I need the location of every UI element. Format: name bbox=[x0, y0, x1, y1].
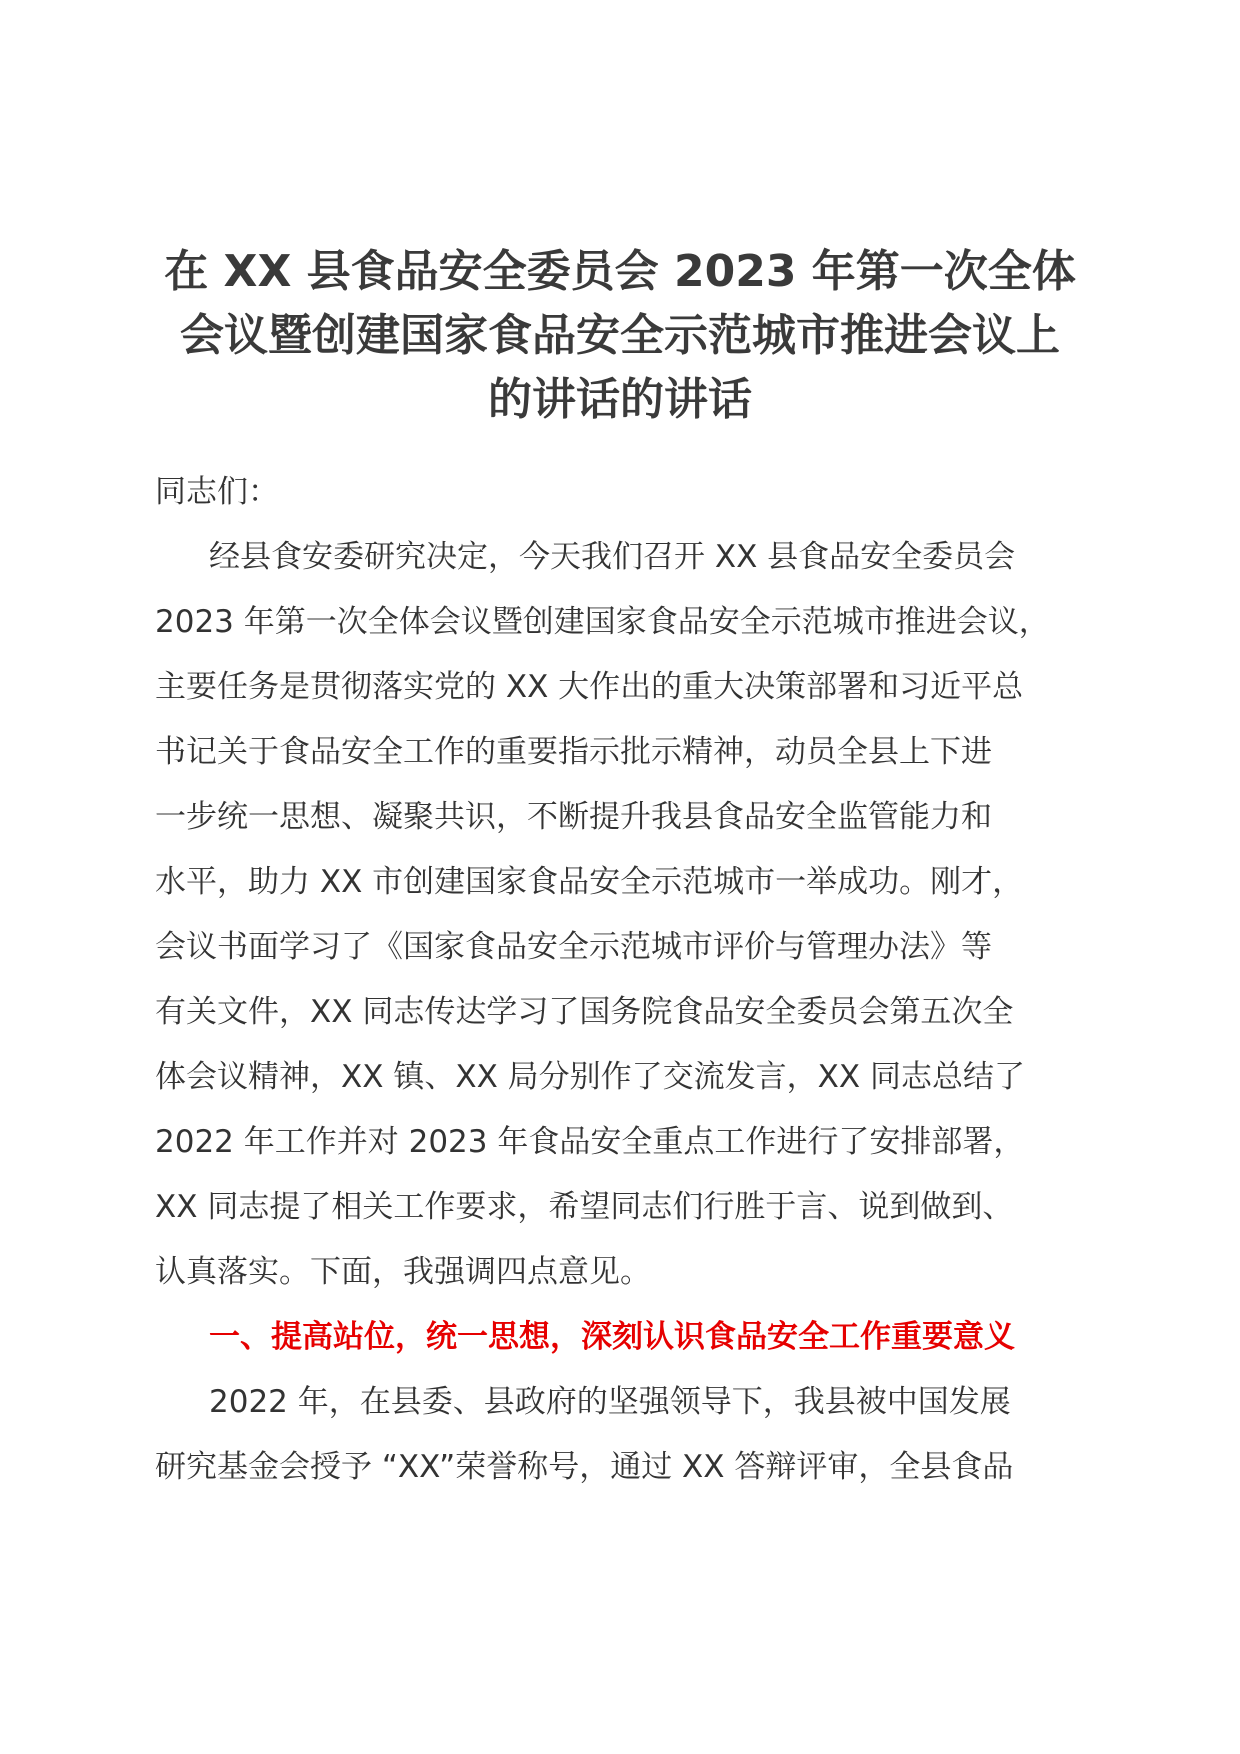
salutation: 同志们： bbox=[155, 474, 279, 510]
paragraph-line: 2022 年，在县委、县政府的坚强领导下，我县被中国发展 bbox=[209, 1384, 1011, 1420]
paragraph-line: 研究基金会授予 “XX”荣誉称号，通过 XX 答辩评审，全县食品 bbox=[155, 1449, 1014, 1485]
paragraph-line: 书记关于食品安全工作的重要指示批示精神，动员全县上下进 bbox=[155, 734, 992, 770]
paragraph-line: 一步统一思想、凝聚共识，不断提升我县食品安全监管能力和 bbox=[155, 799, 992, 835]
paragraph-line: 体会议精神，XX 镇、XX 局分别作了交流发言，XX 同志总结了 bbox=[155, 1059, 1025, 1095]
paragraph-line: 2022 年工作并对 2023 年食品安全重点工作进行了安排部署， bbox=[155, 1124, 1025, 1160]
section-heading: 一、提高站位，统一思想，深刻认识食品安全工作重要意义 bbox=[209, 1319, 1015, 1355]
paragraph-line: 水平，助力 XX 市创建国家食品安全示范城市一举成功。刚才， bbox=[155, 864, 1024, 900]
paragraph-line: 认真落实。下面，我强调四点意见。 bbox=[155, 1254, 651, 1290]
paragraph-line: 2023 年第一次全体会议暨创建国家食品安全示范城市推进会议， bbox=[155, 604, 1050, 640]
paragraph-line: XX 同志提了相关工作要求，希望同志们行胜于言、说到做到、 bbox=[155, 1189, 1014, 1225]
title-line: 的讲话的讲话 bbox=[488, 374, 752, 425]
paragraph-line: 经县食安委研究决定，今天我们召开 XX 县食品安全委员会 bbox=[209, 539, 1016, 575]
document-body bbox=[155, 460, 1115, 1500]
title-line: 会议暨创建国家食品安全示范城市推进会议上 bbox=[180, 310, 1060, 361]
document-title bbox=[140, 240, 1100, 432]
paragraph-line: 主要任务是贯彻落实党的 XX 大作出的重大决策部署和习近平总 bbox=[155, 669, 1024, 705]
paragraph-line: 有关文件，XX 同志传达学习了国务院食品安全委员会第五次全 bbox=[155, 994, 1014, 1030]
paragraph-line: 会议书面学习了《国家食品安全示范城市评价与管理办法》等 bbox=[155, 929, 992, 965]
title-line: 在 XX 县食品安全委员会 2023 年第一次全体 bbox=[164, 246, 1076, 297]
